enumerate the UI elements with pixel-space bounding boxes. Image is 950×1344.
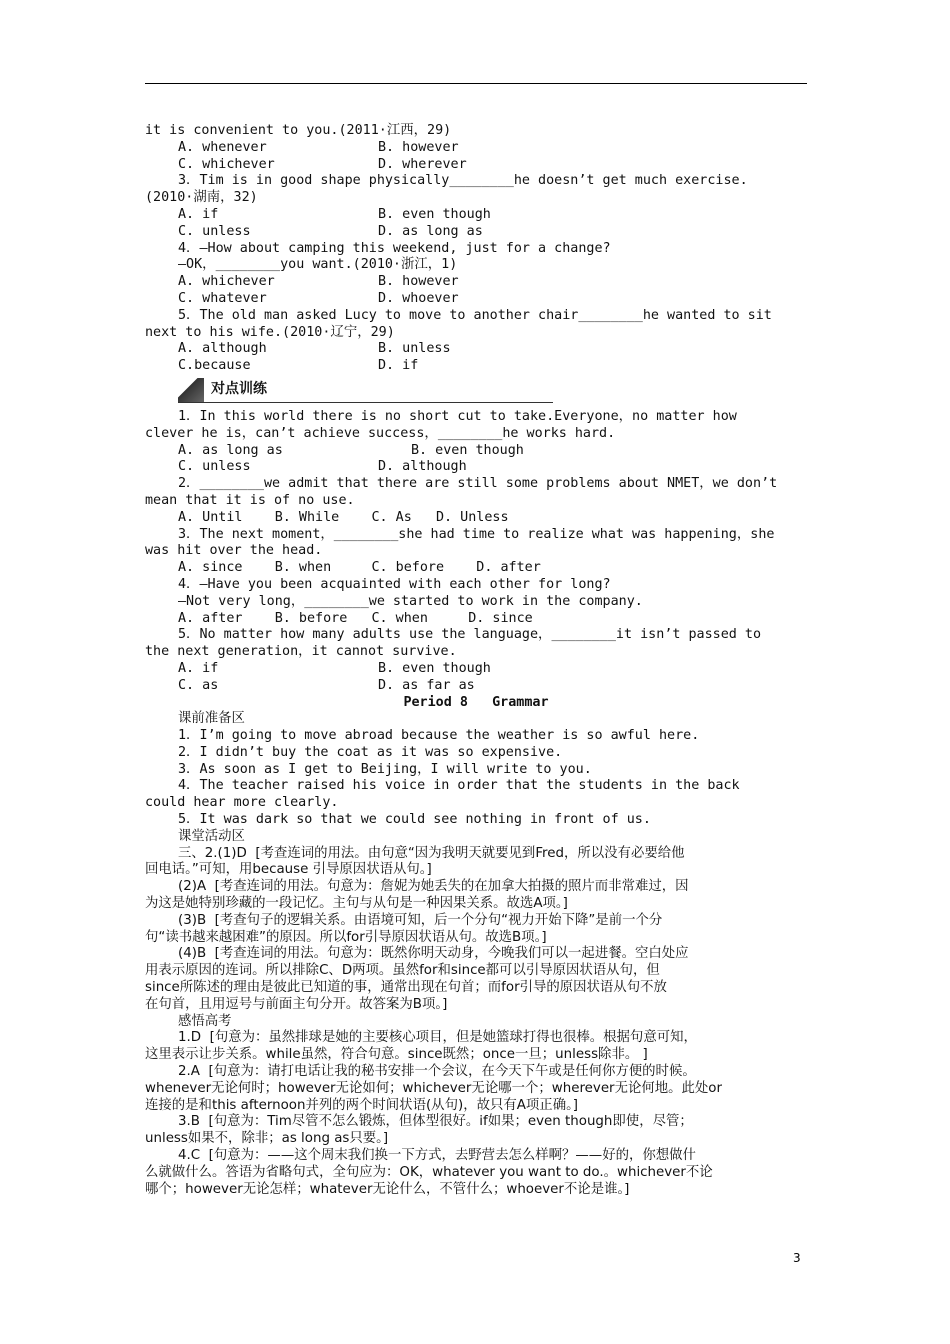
answer-line: 用表示原因的连词。所以排除C、D两项。虽然for和since都可以引导原因状语从句，但 (145, 963, 660, 979)
prep-5: 5．It was dark so that we could see nothing in front of us. (178, 812, 651, 828)
prep-1: 1．I’m going to move abroad because the weather is so awful here. (178, 728, 700, 744)
page-content (145, 123, 807, 1198)
option-row (145, 274, 807, 291)
answer-line: 么就做什么。答语为省略句式，全句应为：OK，whatever you want to do.。whichever不论 (145, 1164, 713, 1180)
option-b: B. unless (378, 341, 451, 357)
header-rule (145, 83, 807, 84)
section-rule (178, 402, 553, 403)
option-row (145, 661, 807, 678)
option-row (145, 140, 807, 157)
option-d: D. as long as (378, 223, 483, 239)
answer-line: 2.A [句意为：请打电话让我的秘书安排一个会议，在今天下午或是任何你方便的时候。 (178, 1064, 696, 1080)
option-row (145, 157, 807, 174)
section-marker-icon (178, 378, 204, 402)
option-d: D. as far as (378, 677, 475, 693)
answer-line: 哪个；however无论怎样；whatever无论什么，不管什么；whoever不论是谁。] (145, 1181, 630, 1197)
answer-line: 三、2.(1)D [考查连词的用法。由句意“因为我明天就要见到Fred，所以没有必要给他 (178, 845, 685, 861)
page-number: 3 (793, 1251, 801, 1265)
practice-1-cont: clever he is，can’t achieve success，________he works hard. (145, 425, 616, 441)
option-c: C. whichever (178, 156, 275, 172)
answer-block (145, 846, 807, 1014)
practice-3: 3．The next moment，________she had time to realize what was happening，she (178, 526, 775, 542)
option-a: A. if (178, 660, 219, 676)
option-a: A. whenever (178, 139, 267, 155)
gaowu-heading: 感悟高考 (178, 1013, 232, 1029)
option-b: B. however (378, 139, 459, 155)
practice-4: 4．—Have you been acquainted with each other for long? (178, 576, 611, 592)
option-a: A. if (178, 206, 219, 222)
option-c: C. unless (178, 459, 251, 475)
practice-2-options: A. Until B. While C. As D. Unless (178, 509, 509, 525)
prep-3: 3．As soon as I get to Beijing，I will write to you. (178, 761, 592, 777)
practice-3-options: A. since B. when C. before D. after (178, 560, 541, 576)
answer-line: 4.C [句意为：——这个周末我们换一下方式，去野营去怎么样啊？——好的，你想做什 (178, 1148, 696, 1164)
option-row (145, 207, 807, 224)
period-title: Period 8 Grammar (403, 694, 549, 710)
option-d: D. wherever (378, 156, 467, 172)
answer-line: whenever无论何时；however无论如何；whichever无论哪一个；wherever无论何地。此处or (145, 1080, 722, 1096)
answer-line: (3)B [考查句子的逻辑关系。由语境可知，后一个分句“视力开始下降”是前一个分 (178, 912, 663, 928)
option-d: D. if (378, 358, 419, 374)
answer-line: 句“读书越来越困难”的原因。所以for引导原因状语从句。故选B项。] (145, 929, 547, 945)
answer-line: 1.D [句意为：虽然排球是她的主要核心项目，但是她篮球打得也很棒。根据句意可知， (178, 1030, 697, 1046)
text-line: it is convenient to you.(2011·江西，29) (145, 123, 452, 138)
option-b: B. even though (378, 660, 491, 676)
option-b: B. even though (411, 442, 524, 458)
option-row (145, 224, 807, 241)
answer-line: since所陈述的理由是彼此已知道的事，通常出现在句首；而for引导的原因状语从句不放 (145, 980, 667, 996)
option-row (145, 459, 807, 476)
question-4: 4．—How about camping this weekend, just for a change? (178, 240, 611, 256)
answer-line: 3.B [句意为：Tim尽管不怎么锻炼，但体型很好。if如果；even though即使，尽管； (178, 1114, 693, 1130)
option-c: C. unless (178, 223, 251, 239)
option-c: C.because (178, 358, 251, 374)
class-heading: 课堂活动区 (178, 828, 245, 844)
option-a: A. as long as (178, 442, 283, 458)
answer-line: 为这是她特别珍藏的一段记忆。主句与从句是一种因果关系。故选A项。] (145, 896, 568, 912)
practice-1: 1．In this world there is no short cut to take.Everyone，no matter how (178, 408, 737, 424)
option-row (145, 443, 807, 460)
prep-4-cont: could hear more clearly. (145, 795, 339, 811)
practice-2-cont: mean that it is of no use. (145, 492, 355, 508)
practice-4-reply: —Not very long，________we started to work in the company. (178, 593, 643, 609)
option-b: B. however (378, 274, 459, 290)
option-d: D. although (378, 459, 467, 475)
section-title: 对点训练 (211, 380, 267, 397)
answer-line: unless如果不，除非；as long as只要。] (145, 1131, 389, 1147)
option-row (145, 291, 807, 308)
question-5-cont: next to his wife.(2010·辽宁，29) (145, 324, 395, 340)
answer-line: (4)B [考查连词的用法。句意为：既然你明天动身，今晚我们可以一起进餐。空白处应 (178, 946, 689, 962)
option-b: B. even though (378, 206, 491, 222)
section-header (145, 375, 807, 409)
answer-line: (2)A [考查连词的用法。句意为：詹妮为她丢失的在加拿大拍摄的照片而非常难过，因 (178, 879, 689, 895)
option-a: A. whichever (178, 274, 275, 290)
question-4-reply: —OK，________you want.(2010·浙江，1) (178, 257, 458, 273)
option-c: C. as (178, 677, 219, 693)
option-c: C. whatever (178, 290, 267, 306)
prep-heading: 课前准备区 (178, 711, 245, 727)
option-a: A. although (178, 341, 267, 357)
practice-5-cont: the next generation，it cannot survive. (145, 644, 457, 660)
gaowu-block (145, 1030, 807, 1198)
practice-3-cont: was hit over the head. (145, 543, 323, 559)
prep-2: 2．I didn’t buy the coat as it was so expensive. (178, 744, 563, 760)
option-d: D. whoever (378, 290, 459, 306)
practice-4-options: A. after B. before C. when D. since (178, 610, 533, 626)
practice-5: 5．No matter how many adults use the language，________it isn’t passed to (178, 627, 762, 643)
answer-line: 这里表示让步关系。while虽然，符合句意。since既然；once一旦；unless除非。 ] (145, 1047, 648, 1063)
answer-line: 回电话。”可知，用because 引导原因状语从句。] (145, 862, 432, 878)
question-3: 3．Tim is in good shape physically________he doesn’t get much exercise. (178, 173, 748, 189)
question-3-source: (2010·湖南，32) (145, 190, 258, 206)
prep-4: 4．The teacher raised his voice in order that the students in the back (178, 778, 740, 794)
practice-2: 2．________we admit that there are still some problems about NMET，we don’t (178, 476, 778, 492)
answer-line: 在句首，且用逗号与前面主句分开。故答案为B项。] (145, 996, 448, 1012)
answer-line: 连接的是和this afternoon并列的两个时间状语(从句)，故只有A项正确。] (145, 1097, 578, 1113)
option-row (145, 358, 807, 375)
question-5: 5．The old man asked Lucy to move to another chair________he wanted to sit (178, 307, 772, 323)
option-row (145, 677, 807, 710)
option-row (145, 341, 807, 358)
